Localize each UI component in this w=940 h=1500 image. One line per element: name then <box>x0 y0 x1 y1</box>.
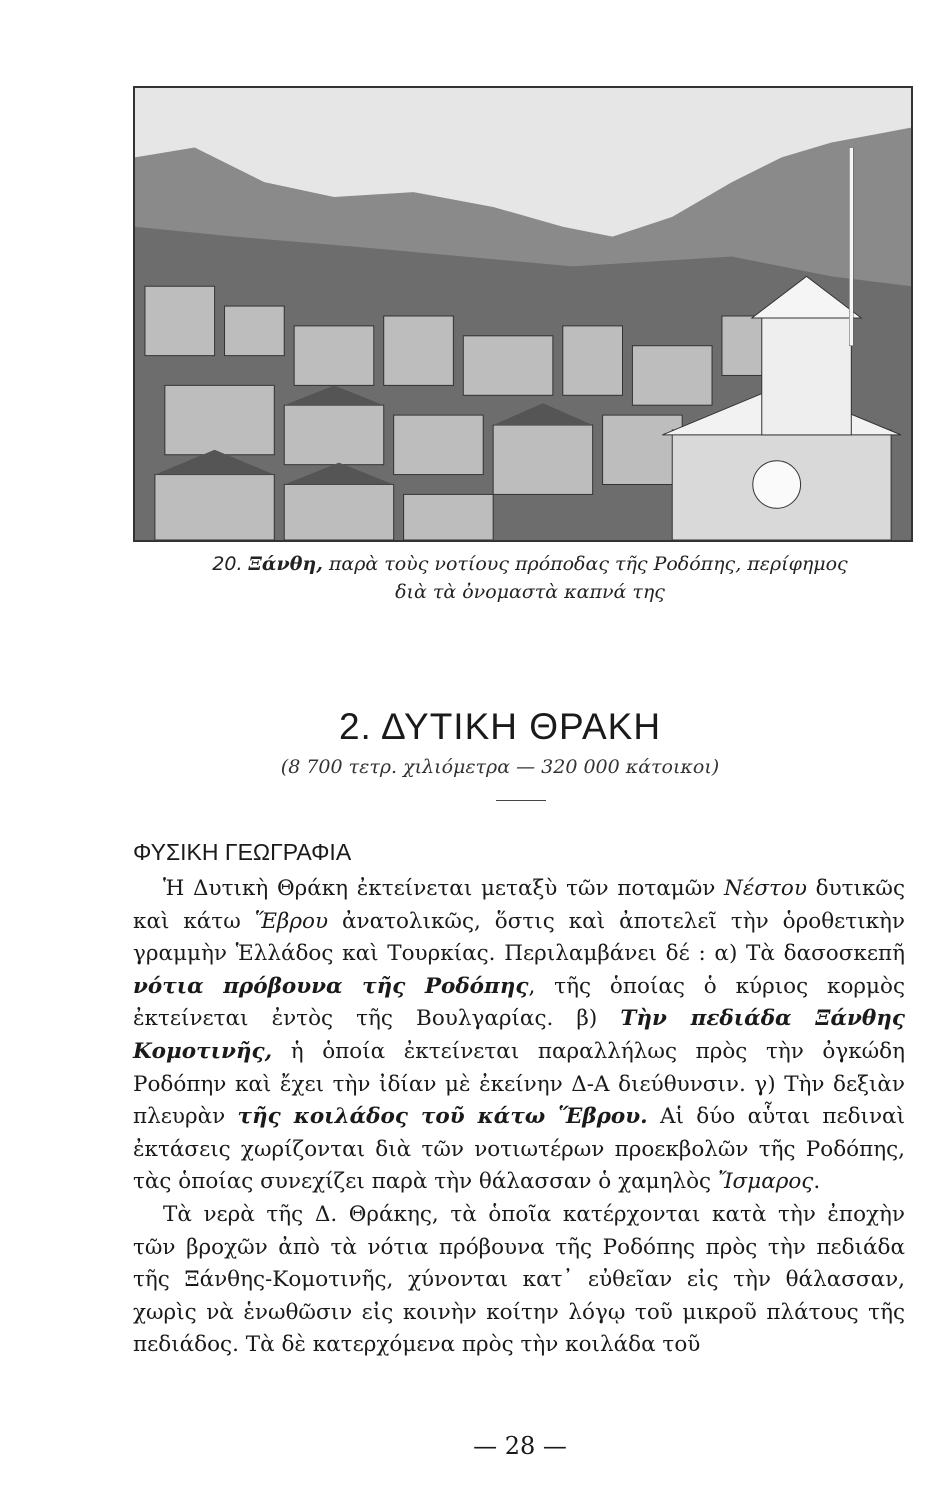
caption-line-1: παρὰ τοὺς νοτίους πρόποδας τῆς Ροδόπης, περίφημος <box>328 553 848 575</box>
photograph-xanthi <box>133 86 913 542</box>
town-panorama-image <box>135 88 911 540</box>
paragraph-1 <box>133 873 905 1199</box>
chapter-subtitle: (8 700 τετρ. χιλιόμετρα — 320 000 κάτοικοι) <box>280 756 720 778</box>
emphasis-evros-valley: τῆς κοιλάδος τοῦ κάτω Ἕβρου. <box>237 1104 648 1130</box>
text-run: ἀνατολικῶς, ὅστις καὶ ἀποτελεῖ τὴν ὁροθετικὴν γραμμὴν Ἑλλάδος καὶ Τουρκίας. Περιλαμβάνει δέ : α) Τὰ δασοσκεπῆ <box>133 908 905 967</box>
caption-line-2: διὰ τὰ ὀνομαστὰ καπνά της <box>395 581 665 603</box>
text-run: Αἱ δύο αὗται πεδιναὶ ἐκτάσεις χωρίζονται διὰ τῶν νοτιωτέρων προεκβολῶν τῆς Ροδόπης, τὰς ὁποίας συνεχίζει παρὰ τὴν θάλασσαν ὁ χαμηλὸς <box>133 1104 905 1195</box>
river-evros: Ἕβρου <box>254 908 329 934</box>
paragraph-2: Τὰ νερὰ τῆς Δ. Θράκης, τὰ ὁποῖα κατέρχονται κατὰ τὴν ἐποχὴν τῶν βροχῶν ἀπὸ τὰ νότια πρόβουνα τῆς Ροδόπης πρὸς τὴν πεδιάδα τῆς Ξάνθης-Κομοτινῆς, χύνονται κατ᾿ εὐθεῖαν εἰς τὴν θάλασσαν, χωρὶς νὰ ἑνωθῶσιν εἰς κοινὴν κοίτην λόγῳ τοῦ μικροῦ πλάτους τῆς πεδιάδος. Τὰ δὲ κατερχόμενα πρὸς τὴν κοιλάδα τοῦ <box>133 1201 905 1358</box>
text-run: ἡ ὁποία ἐκτείνεται παραλλήλως πρὸς τὴν ὀγκώδη Ροδόπην καὶ ἔχει τὴν ἰδίαν μὲ ἐκείνην Δ-Α διεύθυνσιν. γ) Τὴν δεξιὰν πλευρὰν <box>133 1038 905 1130</box>
body-text <box>133 873 905 1362</box>
emphasis-xanthi-plain: Τὴν πεδιάδα Ξάνθης Κομοτινῆς, <box>133 1006 905 1064</box>
text-run: δυτικῶς καὶ κάτω <box>133 876 905 934</box>
section-heading: ΦΥΣΙΚΗ ΓΕΩΓΡΑΦΙΑ <box>133 839 352 865</box>
river-nestos: Νέστου <box>724 876 807 901</box>
text-run: Ἡ Δυτικὴ Θράκη ἐκτείνεται μεταξὺ τῶν ποταμῶν <box>163 876 725 901</box>
chapter-title: 2. ΔΥΤΙΚΗ ΘΡΑΚΗ <box>338 706 662 747</box>
text-run: , τῆς ὁποίας ὁ κύριος κορμὸς ἐκτείνεται ἐντὸς τῆς Βουλγαρίας. β) <box>133 973 905 1032</box>
emphasis-rhodope-foothills: νότια πρόβουνα τῆς Ροδόπης <box>133 973 529 999</box>
caption-number: 20. <box>212 553 243 575</box>
text-run: . <box>813 1169 821 1195</box>
divider <box>496 800 546 801</box>
figure-caption <box>150 550 910 606</box>
mountain-ismaros: Ἴσμαρος <box>717 1169 814 1195</box>
caption-place: Ξάνθη, <box>248 553 323 575</box>
page-number: — 28 — <box>473 1432 567 1460</box>
